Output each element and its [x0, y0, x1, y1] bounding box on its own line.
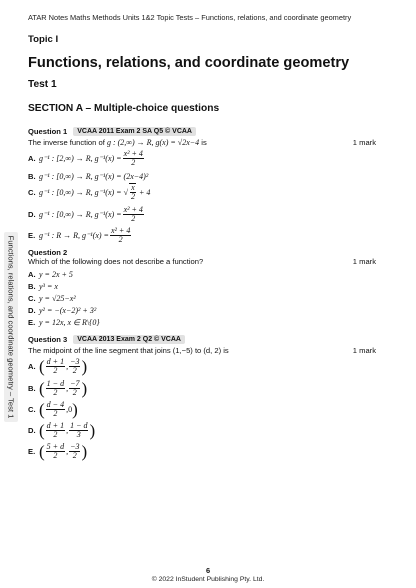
- side-tab-label: Functions, relations, and coordinate geometry – Test 1: [6, 235, 16, 419]
- q3-option-a[interactable]: A. ( $\frac{d + 1}{2}$ , $\frac{-3}{2}$ ): [28, 357, 88, 377]
- fraction: $\frac{\text{x² + 4}}{2}$: [123, 149, 143, 168]
- q2-option-c[interactable]: C. y = √25−x²: [28, 294, 76, 303]
- footer-copyright: © 2022 InStudent Publishing Pty. Ltd.: [151, 576, 265, 583]
- question-3-source-badge: VCAA 2013 Exam 2 Q2 © VCAA: [73, 335, 185, 344]
- question-3-marks: 1 mark: [352, 346, 376, 355]
- question-1-stem: The inverse function of g : (2,∞) → R, g(x) = √2x−4 is: [28, 138, 207, 147]
- chapter-title: Functions, relations, and coordinate geometry: [28, 55, 350, 71]
- question-1-source-badge: VCAA 2011 Exam 2 SA Q5 © VCAA: [73, 127, 196, 136]
- section-title: SECTION A – Multiple-choice questions: [28, 103, 220, 114]
- q2-option-a[interactable]: A. y = 2x + 5: [28, 270, 73, 279]
- q1-option-b[interactable]: B. g⁻¹ : [0,∞) → R, g⁻¹(x) = (2x−4)²: [28, 172, 149, 181]
- q1-option-d[interactable]: D. g⁻¹ : [0,∞) → R, g⁻¹(x) = $\frac{\text{x² + 4}}{2}$: [28, 205, 143, 224]
- question-3-stem: The midpoint of the line segment that joins (1,−5) to (d, 2) is: [28, 346, 229, 355]
- q2-option-e[interactable]: E. y = 12x, x ∈ R\{0}: [28, 318, 100, 327]
- question-1-header: [28, 127, 196, 136]
- topic-label: Topic I: [28, 34, 59, 45]
- sqrt-fraction: $\frac{x}{2}$: [130, 183, 135, 202]
- page-number: 6: [205, 566, 211, 575]
- question-2-stem: Which of the following does not describe a function?: [28, 257, 204, 266]
- question-3-header: [28, 335, 185, 344]
- q2-option-b[interactable]: B. y³ = x: [28, 282, 58, 291]
- q3-option-e[interactable]: E. ( $\frac{5 + d}{2}$ , $\frac{-3}{2}$ ): [28, 442, 88, 462]
- q3-option-d[interactable]: D. ( $\frac{d + 1}{2}$ , $\frac{1 - d}{3}$ ): [28, 421, 96, 441]
- q2-option-d[interactable]: D. y² = −(x−2)² + 3²: [28, 306, 97, 315]
- fraction: $\frac{\text{x² + 4}}{2}$: [123, 205, 143, 224]
- question-1-marks: 1 mark: [352, 138, 376, 147]
- question-2-label: Question 2: [28, 248, 68, 257]
- question-2-header: [28, 248, 67, 257]
- fraction: $\frac{\text{x² + 4}}{2}$: [110, 226, 131, 245]
- q1-option-e[interactable]: E. g⁻¹ : R → R, g⁻¹(x) = $\frac{\text{x² + 4}}{2}$: [28, 226, 131, 245]
- q3-option-b[interactable]: B. ( $\frac{1 - d}{2}$ , $\frac{-7}{2}$ ): [28, 379, 88, 399]
- q1-option-c[interactable]: C. g⁻¹ : [0,∞) → R, g⁻¹(x) = √ $\frac{x}{2}$ + 4: [28, 183, 151, 202]
- test-title: Test 1: [28, 79, 57, 90]
- question-1-label: Question 1: [28, 127, 68, 136]
- q3-option-c[interactable]: C. ( $\frac{d - 4}{2}$ , 0 ): [28, 400, 78, 420]
- q1-option-a[interactable]: A. g⁻¹ : [2,∞) → R, g⁻¹(x) = $\frac{\text{x² + 4}}{2}$: [28, 149, 143, 168]
- question-3-label: Question 3: [28, 335, 68, 344]
- question-2-marks: 1 mark: [352, 257, 376, 266]
- running-header: ATAR Notes Maths Methods Units 1&2 Topic Tests – Functions, relations, and coordinate geometry: [28, 13, 352, 22]
